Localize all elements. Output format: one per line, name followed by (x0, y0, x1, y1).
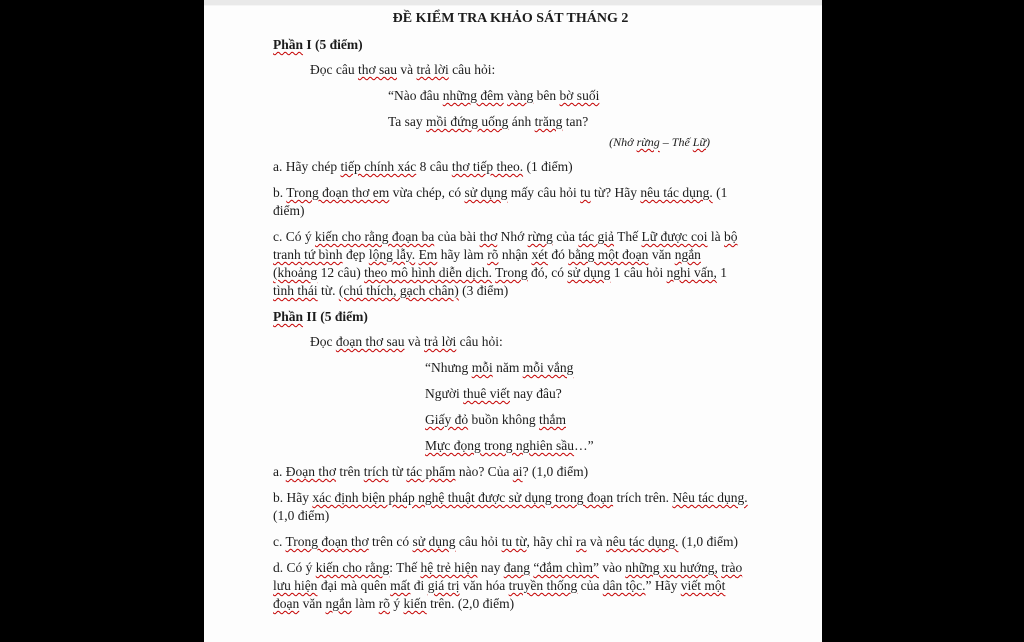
misspelling-squiggle: trả lời (424, 334, 457, 349)
misspelling-squiggle: tình thái (273, 283, 318, 298)
text-segment: I (5 điểm) (303, 37, 363, 52)
text-segment: buồn không (468, 412, 539, 427)
misspelling-squiggle: Trong (495, 265, 528, 280)
text-segment: ” Hãy (645, 578, 681, 593)
misspelling-squiggle: viết một đoạn (273, 578, 726, 611)
text-segment: c. (273, 534, 286, 549)
text-segment: 12 câu) (317, 265, 365, 280)
question-ii-c (273, 533, 748, 551)
text-segment: Ta say (388, 114, 427, 129)
misspelling-squiggle: Mực đọng trong nghiên sầu (425, 438, 575, 453)
misspelling-squiggle: nêu tác dụng. (640, 185, 713, 200)
misspelling-squiggle: bờ suối (559, 88, 600, 103)
text-segment: (Nhớ (609, 135, 637, 149)
text-segment: của (552, 229, 579, 244)
misspelling-squiggle: nghi vấn, (666, 265, 717, 280)
misspelling-squiggle: rừng (527, 229, 553, 244)
text-segment: câu hỏi: (456, 334, 503, 349)
text-segment: trên. (2,0 điểm) (426, 596, 515, 611)
misspelling-squiggle: mỗi vắng (522, 360, 574, 375)
misspelling-squiggle: tu (580, 185, 591, 200)
text-segment: văn hóa (459, 578, 509, 593)
text-segment: câu hỏi (455, 534, 502, 549)
misspelling-squiggle: sử dụng (412, 534, 456, 549)
text-segment: II (5 điểm) (303, 309, 368, 324)
text-segment: đi (410, 578, 428, 593)
text-segment: – Thế (659, 135, 693, 149)
text-segment: 1 (716, 265, 727, 280)
document-blocks (273, 36, 748, 613)
misspelling-squiggle: vàng (507, 88, 534, 103)
misspelling-squiggle: Giấy đỏ (425, 412, 469, 427)
text-segment: nay đâu? (509, 386, 562, 401)
text-segment: của (577, 578, 603, 593)
text-segment: đó, có (527, 265, 568, 280)
misspelling-squiggle: tác giả (578, 229, 615, 244)
misspelling-squiggle: thơ (479, 229, 498, 244)
question-ii-a (273, 463, 748, 481)
misspelling-squiggle: thuê viết (463, 386, 510, 401)
text-segment: hãy làm (437, 247, 488, 262)
misspelling-squiggle: mất (390, 578, 411, 593)
misspelling-squiggle: Lữ được coi (641, 229, 708, 244)
misspelling-squiggle: thơ sau (357, 62, 397, 77)
part-ii-instruction (273, 333, 748, 351)
text-segment: mấy câu hỏi (507, 185, 581, 200)
text-segment: tan? (562, 114, 589, 129)
misspelling-squiggle: ngắn (325, 596, 352, 611)
misspelling-squiggle: theo mô hình diễn dịch. (364, 265, 492, 280)
text-segment: 1 câu hỏi (610, 265, 667, 280)
misspelling-squiggle: tiếp chính xác (340, 159, 417, 174)
text-segment: Thế (614, 229, 642, 244)
text-segment: năm (492, 360, 523, 375)
text-segment: (1 điểm) (273, 185, 728, 218)
text-segment: vào (598, 560, 626, 575)
question-i-c (273, 228, 748, 300)
misspelling-squiggle: Đoạn thơ (285, 464, 337, 479)
question-ii-b (273, 489, 748, 525)
text-segment: (1,0 điểm) (678, 534, 739, 549)
misspelling-squiggle: rừng (636, 135, 660, 149)
text-segment: a. Hãy chép (273, 159, 341, 174)
misspelling-squiggle: Nêu tác dụng. (672, 490, 748, 505)
text-segment: (1,0 điểm) (273, 508, 330, 523)
text-segment: trích trên. (613, 490, 673, 505)
text-segment: ? (1,0 điểm) (522, 464, 589, 479)
page-top-strip (204, 0, 822, 6)
text-segment: …” (574, 438, 594, 453)
misspelling-squiggle: bộ tranh tứ bình (273, 229, 738, 262)
misspelling-squiggle: “đắm chìm” (533, 560, 599, 575)
misspelling-squiggle: lộng lẫy. (368, 247, 416, 262)
text-segment: b. Hãy (273, 490, 313, 505)
text-segment: vừa chép, có (389, 185, 465, 200)
text-segment: c. Có ý (273, 229, 315, 244)
text-segment: văn (648, 247, 675, 262)
text-segment: từ (388, 464, 407, 479)
part-i-instruction (273, 61, 748, 79)
text-segment: nào? Của (455, 464, 513, 479)
text-segment: (3 điểm) (458, 283, 509, 298)
misspelling-squiggle: kiến (403, 596, 427, 611)
poem-2-line-3 (425, 411, 748, 429)
misspelling-squiggle: (chú thích, gạch chân) (338, 283, 459, 298)
misspelling-squiggle: trăng (534, 114, 563, 129)
misspelling-squiggle: ngắn (674, 247, 701, 262)
text-segment: “Nào đâu (388, 88, 443, 103)
misspelling-squiggle: trả lời (416, 62, 449, 77)
text-segment: đại mà quên (317, 578, 391, 593)
text-segment: làm (351, 596, 379, 611)
text-segment: ý (390, 596, 404, 611)
poem-2-line-1 (425, 359, 748, 377)
misspelling-squiggle: kiến cho rằng đoạn ba (315, 229, 435, 244)
poem-1-attribution (273, 134, 710, 150)
misspelling-squiggle: trào lưu hiện (273, 560, 743, 593)
text-segment: là (707, 229, 725, 244)
misspelling-squiggle: thắm (539, 412, 566, 427)
misspelling-squiggle: thơ tiếp theo. (451, 159, 524, 174)
poem-1-line-1 (388, 87, 748, 105)
misspelling-squiggle: hệ trẻ hiện (420, 560, 478, 575)
misspelling-squiggle: ai (512, 464, 523, 479)
misspelling-squiggle: Phần (273, 37, 304, 52)
misspelling-squiggle: sử dụng (464, 185, 508, 200)
document-page (204, 0, 822, 642)
part-ii-heading (273, 308, 748, 326)
misspelling-squiggle: trích (363, 464, 389, 479)
poem-2-line-4 (425, 437, 748, 455)
misspelling-squiggle: mồi đứng uống (426, 114, 509, 129)
misspelling-squiggle: xét (531, 247, 548, 262)
text-segment: “Nhưng (425, 360, 472, 375)
misspelling-squiggle: Trong đoạn thơ (285, 534, 369, 549)
misspelling-squiggle: Trong đoạn thơ em (286, 185, 390, 200)
text-segment: và (586, 534, 607, 549)
text-segment: đó (547, 247, 569, 262)
misspelling-squiggle: tu từ (501, 534, 527, 549)
text-segment: trên (336, 464, 364, 479)
text-segment: từ? Hãy (590, 185, 641, 200)
text-segment: Đọc câu (310, 62, 358, 77)
text-segment: và (404, 334, 425, 349)
text-segment: văn (299, 596, 326, 611)
document-title: ĐỀ KIỂM TRA KHẢO SÁT THÁNG 2 (392, 11, 629, 26)
document-content (204, 10, 822, 613)
text-segment: 8 câu (416, 159, 452, 174)
text-segment: ánh (508, 114, 535, 129)
misspelling-squiggle: (khoảng (273, 265, 318, 280)
text-segment: b. (273, 185, 287, 200)
misspelling-squiggle: những xu hướng, (625, 560, 718, 575)
misspelling-squiggle: truyền thống (508, 578, 578, 593)
text-segment: bên (533, 88, 560, 103)
misspelling-squiggle: Lữ (692, 135, 706, 149)
poem-1-line-2 (388, 113, 748, 131)
misspelling-squiggle: kiến cho rằng (315, 560, 390, 575)
text-segment: ) (706, 135, 710, 149)
text-segment: a. (273, 464, 286, 479)
text-segment: nhận (498, 247, 532, 262)
misspelling-squiggle: xác định biện pháp nghệ thuật được sử dụng trong đoạn (312, 490, 614, 505)
question-i-a (273, 158, 748, 176)
poem-2-line-2 (425, 385, 748, 403)
text-segment: Người (425, 386, 464, 401)
text-segment: : Thế (389, 560, 421, 575)
misspelling-squiggle: những đêm (442, 88, 504, 103)
text-segment: (1 điểm) (523, 159, 573, 174)
text-segment: Nhớ (497, 229, 528, 244)
text-segment: nay (477, 560, 504, 575)
text-segment: từ. (317, 283, 339, 298)
misspelling-squiggle: ra (576, 534, 587, 549)
misspelling-squiggle: đang (503, 560, 530, 575)
misspelling-squiggle: giá trị (427, 578, 460, 593)
misspelling-squiggle: Em (418, 247, 438, 262)
misspelling-squiggle: rõ (378, 596, 390, 611)
text-segment: , hãy chỉ (526, 534, 577, 549)
part-i-heading (273, 36, 748, 54)
text-segment: câu hỏi: (448, 62, 496, 77)
text-segment: d. Có ý (273, 560, 316, 575)
misspelling-squiggle: đoạn thơ sau (335, 334, 405, 349)
text-segment: Đọc (310, 334, 336, 349)
text-segment: đẹp (342, 247, 369, 262)
text-segment: của bài (434, 229, 480, 244)
misspelling-squiggle: rõ (487, 247, 499, 262)
misspelling-squiggle: tác phẩm (406, 464, 456, 479)
text-segment: trên có (368, 534, 413, 549)
misspelling-squiggle: nêu tác dụng. (606, 534, 679, 549)
question-ii-d (273, 559, 748, 613)
misspelling-squiggle: dân tộc. (602, 578, 646, 593)
text-segment: và (397, 62, 417, 77)
misspelling-squiggle: mỗi (471, 360, 493, 375)
misspelling-squiggle: bằng một đoạn (568, 247, 649, 262)
misspelling-squiggle: Phần (273, 309, 304, 324)
question-i-b (273, 184, 748, 220)
misspelling-squiggle: sử dụng (567, 265, 611, 280)
